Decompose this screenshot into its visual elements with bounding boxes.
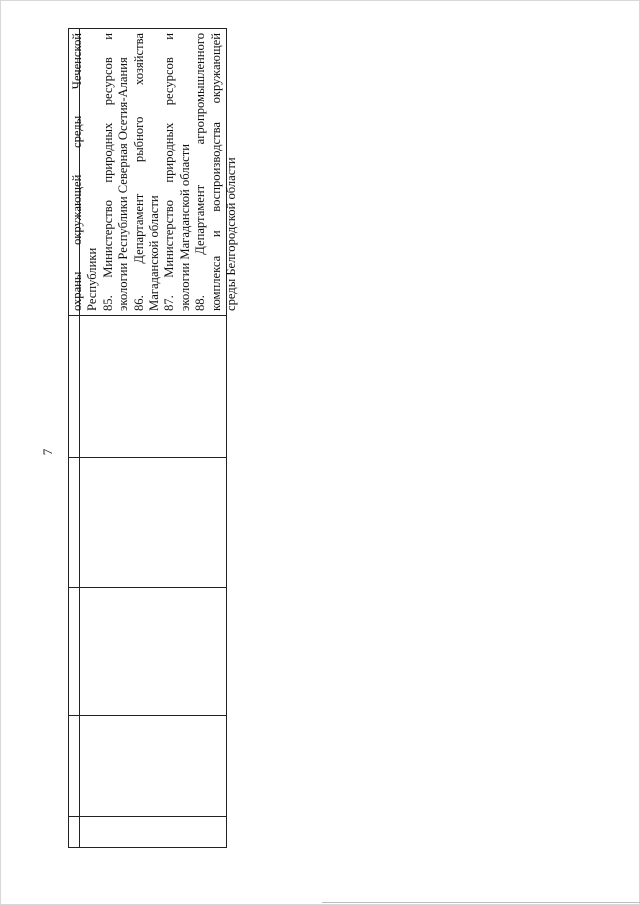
cell-line: Республики: [85, 247, 100, 311]
row-divider: [69, 587, 226, 588]
cell-line: 87. Министерство природных ресурсов и: [162, 33, 177, 311]
cell-line: 88. Департамент агропромышленного: [193, 33, 208, 311]
cell-line: охраны окружающей среды Чеченской: [70, 33, 84, 311]
cell-line: экологии Республики Северная Осетия-Алания: [116, 57, 131, 311]
cell-line: 85. Министерство природных ресурсов и: [100, 33, 115, 311]
agency-table: [68, 28, 239, 848]
cell-line: 86. Департамент рыбного хозяйства: [131, 33, 146, 311]
agency-list-cell: [69, 29, 239, 315]
scan-edge: [322, 902, 640, 903]
cell-line: Магаданской области: [147, 195, 162, 311]
row-divider: [69, 457, 226, 458]
row-divider: [69, 715, 226, 716]
row-divider: [69, 816, 226, 817]
page-number: 7: [40, 448, 55, 456]
cell-line: комплекса и воспроизводства окружающей: [208, 33, 223, 311]
row-divider: [69, 315, 226, 316]
cell-line: экологии Магаданской области: [177, 143, 192, 311]
agency-list-text: [69, 29, 239, 315]
cell-line: среды Белгородской области: [224, 157, 239, 311]
